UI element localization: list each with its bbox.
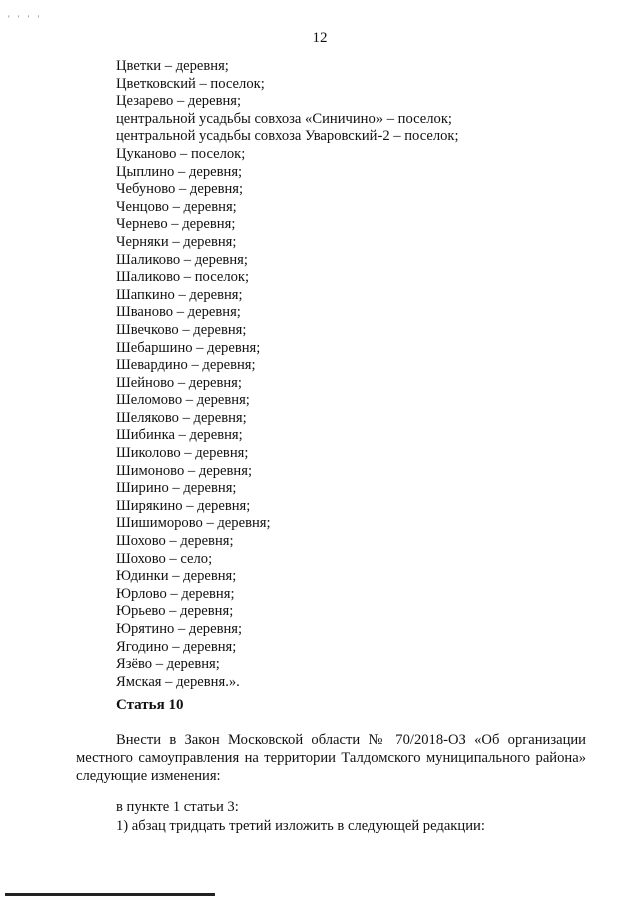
list-item: Шейново – деревня; [116,374,242,391]
list-item: Цезарево – деревня; [116,93,242,110]
list-item: Шимоново – деревня; [116,462,252,479]
list-item: Шишиморово – деревня; [116,515,271,532]
list-item: Юрлово – деревня; [116,585,235,602]
list-item: Швечково – деревня; [116,321,247,338]
scan-marks: ' ' ' ' [8,14,43,24]
list-item: Шебаршино – деревня; [116,339,261,356]
list-item: центральной усадьбы совхоза «Синичино» – поселок; [116,110,452,127]
list-item: Юдинки – деревня; [116,568,237,585]
list-item: Цыплино – деревня; [116,163,243,180]
list-item: Шеломово – деревня; [116,392,250,409]
list-item: Шваново – деревня; [116,304,241,321]
article-paragraph: Внести в Закон Московской области № 70/2018-ОЗ «Об организации местного самоуправления на территории Талдомского муниципального района» следующие изменения: [76,732,586,784]
list-item: Чебуново – деревня; [116,181,244,198]
list-item: Чернево – деревня; [116,216,236,233]
list-item: Язёво – деревня; [116,656,220,673]
list-item: Ширино – деревня; [116,480,237,497]
list-item: Шибинка – деревня; [116,427,243,444]
subclause-text: 1) абзац тридцать третий изложить в следующей редакции: [116,818,485,834]
list-item: Шевардино – деревня; [116,357,256,374]
list-item: Ширякино – деревня; [116,497,251,514]
list-item: Шаликово – деревня; [116,251,248,268]
article-heading: Статья 10 [116,697,184,713]
list-item: Шиколово – деревня; [116,445,249,462]
settlement-list [116,58,459,691]
list-item: Шеляково – деревня; [116,409,247,426]
list-item: Шохово – деревня; [116,533,234,550]
list-item: Юрьево – деревня; [116,603,234,620]
list-item: центральной усадьбы совхоза Уваровский-2 – поселок; [116,128,459,145]
list-item: Цветковский – поселок; [116,75,265,92]
list-item: Черняки – деревня; [116,233,237,250]
list-item: Цуканово – поселок; [116,145,246,162]
list-item: Шохово – село; [116,550,213,567]
list-item: Цветки – деревня; [116,58,229,74]
list-item: Юрятино – деревня; [116,621,243,637]
list-item: Шапкино – деревня; [116,286,243,303]
footer-divider [5,893,215,896]
list-item: Шаликово – поселок; [116,269,250,286]
clause-text: в пункте 1 статьи 3: [116,799,239,815]
list-item: Ягодино – деревня; [116,638,237,655]
page-number: 12 [312,30,328,46]
list-item: Ченцово – деревня; [116,198,237,215]
list-item: Ямская – деревня.». [116,673,240,690]
